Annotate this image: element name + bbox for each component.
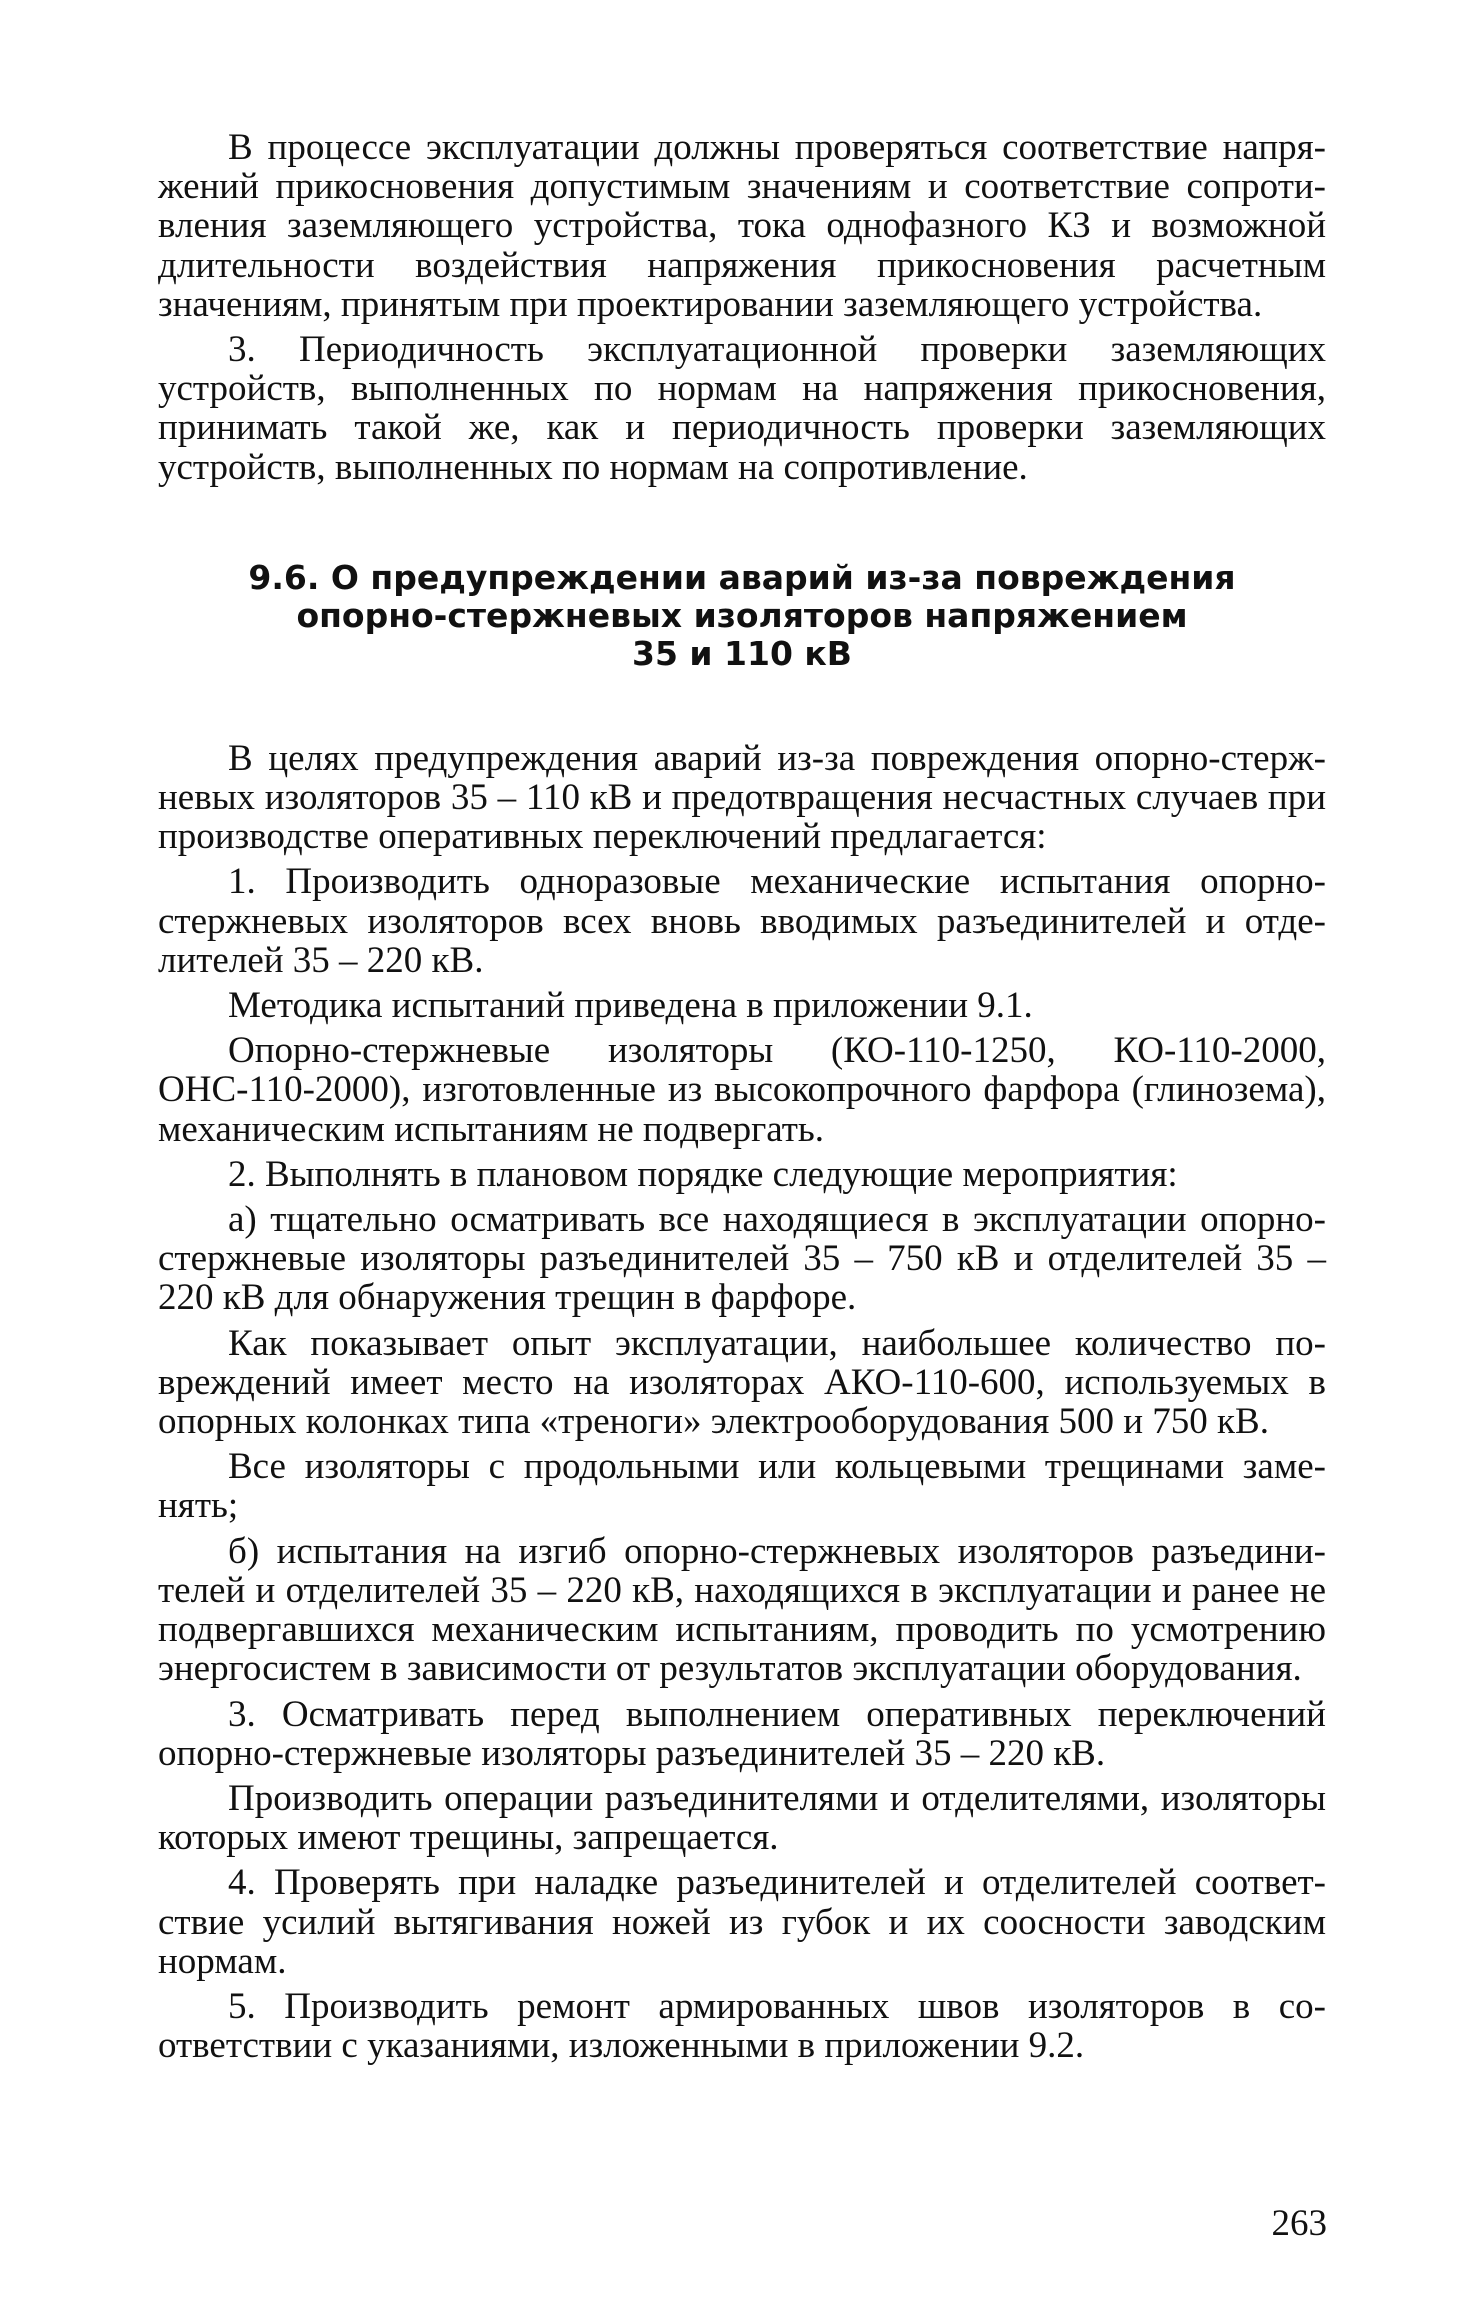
section-paragraph-1: В целях предупреждения аварий из-за повреждения опорно-стержневых изоляторов 35 – 110 кВ и предотвращения несчастных случаев при производстве оперативных переключений предлагается: [158,737,1326,858]
intro-paragraph-1: В процессе эксплуатации должны проверяться соответствие напряжений прикосновения допустимым значениям и соответствие сопротивления заземляющего устройства, тока однофазного КЗ и возможной длительности воздействия напряжения прикосновения расчетным значениям, принятым при проектировании заземляющего устройства. [158,127,1326,325]
section-paragraph-9: б) испытания на изгиб опорно-стержневых изоляторов разъединителей и отделителей 35 – 220 кВ, находящихся в эксплуатации и ранее не подвергавшихся механическим испытаниям, проводить по усмотрению энергосистем в зависимости от результатов эксплуатации оборудования. [158,1530,1326,1690]
section-paragraph-8: Все изоляторы с продольными или кольцевыми трещинами заменять; [158,1446,1326,1527]
section-paragraph-2: 1. Производить одноразовые механические испытания опорно-стержневых изоляторов всех вновь вводимых разъединителей и отделителей 35 – 220 кВ. [158,861,1326,981]
section-paragraph-7: Как показывает опыт эксплуатации, наибольшее количество повреждений имеет место на изоляторах АКО-110-600, используемых в опорных колонках типа «треноги» электрооборудования 500 и 750 кВ. [158,1322,1326,1443]
section-paragraph-13: 5. Производить ремонт армированных швов изоляторов в соответствии с указаниями, изложенными в приложении 9.2. [158,1985,1326,2067]
section-paragraph-5: 2. Выполнять в плановом порядке следующие мероприятия: [228,1153,1178,1195]
section-paragraph-6: а) тщательно осматривать все находящиеся в эксплуатации опорно-стержневые изоляторы разъединителей 35 – 750 кВ и отделителей 35 – 220 кВ для обнаружения трещин в фарфоре. [158,1199,1326,1319]
section-paragraph-12: 4. Проверять при наладке разъединителей и отделителей соответствие усилий вытягивания ножей из губок и их соосности заводским нормам. [158,1862,1326,1982]
section-paragraph-11: Производить операции разъединителями и отделителями, изоляторы которых имеют трещины, запрещается. [158,1777,1326,1859]
section-heading-line-2: опорно-стержневых изоляторов напряжением [296,595,1188,635]
section-paragraph-4: Опорно-стержневые изоляторы (КО-110-1250, КО-110-2000, ОНС-110-2000), изготовленные из высокопрочного фарфора (глинозема), механическим испытаниям не подвергать. [158,1030,1326,1150]
section-paragraph-10: 3. Осматривать перед выполнением оперативных переключений опорно-стержневые изоляторы разъединителей 35 – 220 кВ. [158,1693,1326,1774]
section-heading-line-3: 35 и 110 кВ [632,633,852,673]
page-number: 263 [1271,2203,1327,2244]
page-body [158,128,1326,2071]
intro-paragraph-2: 3. Периодичность эксплуатационной проверки заземляющих устройств, выполненных по нормам на напряжения прикосновения, принимать такой же, как и периодичность проверки заземляющих устройств, выполненных по нормам на сопротивление. [158,329,1326,488]
section-paragraph-3: Методика испытаний приведена в приложении 9.1. [228,985,1033,1027]
section-heading [158,559,1326,673]
section-heading-line-1: 9.6. О предупреждении аварий из-за повреждения [248,557,1236,597]
